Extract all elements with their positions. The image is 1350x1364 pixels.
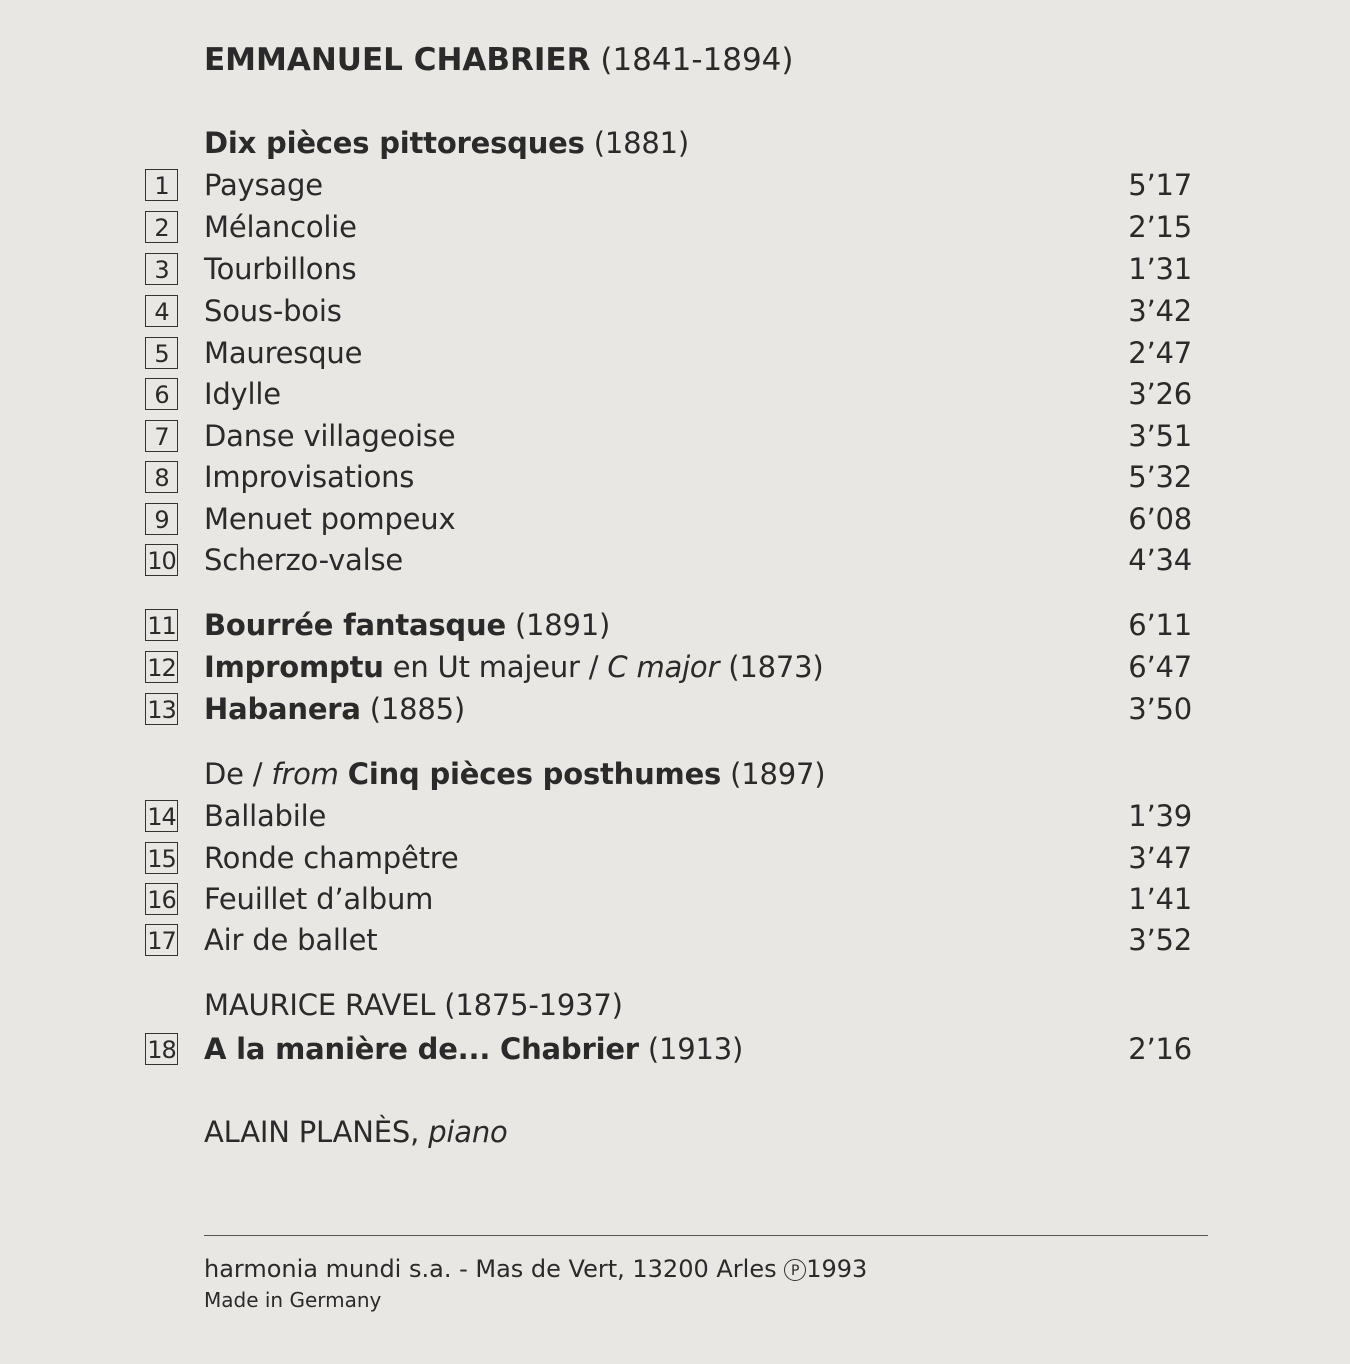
track-duration: 3’26 bbox=[1128, 377, 1192, 411]
track-duration: 1’39 bbox=[1128, 799, 1192, 833]
track-row bbox=[0, 459, 1350, 499]
section-title-dix bbox=[204, 125, 689, 161]
track-number: 4 bbox=[145, 295, 178, 327]
track-title-year: (1885) bbox=[360, 692, 466, 726]
track-row bbox=[0, 881, 1350, 921]
track-duration: 3’52 bbox=[1128, 923, 1192, 957]
track-title: Air de ballet bbox=[204, 923, 378, 957]
track-number: 18 bbox=[145, 1033, 178, 1065]
section-prefix-english: from bbox=[271, 757, 339, 791]
track-number: 16 bbox=[145, 883, 178, 915]
track-number: 3 bbox=[145, 253, 178, 285]
track-row bbox=[0, 209, 1350, 249]
track-title: Scherzo-valse bbox=[204, 543, 404, 577]
track-duration: 2’47 bbox=[1128, 336, 1192, 370]
section-year: (1897) bbox=[730, 757, 826, 791]
track-row bbox=[0, 649, 1350, 689]
track-row bbox=[0, 418, 1350, 458]
track-title-main: Impromptu bbox=[204, 650, 384, 684]
track-title: Mélancolie bbox=[204, 210, 357, 244]
track-number: 2 bbox=[145, 211, 178, 243]
composer-name: EMMANUEL CHABRIER bbox=[204, 42, 591, 78]
section-year: (1881) bbox=[593, 126, 689, 160]
track-row bbox=[0, 607, 1350, 647]
section-title-text: Dix pièces pittoresques bbox=[204, 126, 585, 160]
track-title: Mauresque bbox=[204, 336, 363, 370]
label-address: harmonia mundi s.a. - Mas de Vert, 13200 Arles bbox=[204, 1255, 777, 1283]
track-duration: 1’41 bbox=[1128, 882, 1192, 916]
track-duration: 6’47 bbox=[1128, 650, 1192, 684]
phonogram-p-icon: P bbox=[784, 1259, 806, 1281]
track-number: 5 bbox=[145, 337, 178, 369]
track-number: 14 bbox=[145, 800, 178, 832]
track-duration: 3’42 bbox=[1128, 294, 1192, 328]
track-duration: 3’47 bbox=[1128, 841, 1192, 875]
track-number: 1 bbox=[145, 169, 178, 201]
track-title-year: (1891) bbox=[505, 608, 611, 642]
track-duration: 3’51 bbox=[1128, 419, 1192, 453]
track-title: Tourbillons bbox=[204, 252, 357, 286]
track-title-year: (1913) bbox=[638, 1032, 744, 1066]
made-in: Made in Germany bbox=[204, 1288, 382, 1312]
track-number: 12 bbox=[145, 651, 178, 683]
track-number: 7 bbox=[145, 420, 178, 452]
track-number: 9 bbox=[145, 503, 178, 535]
track-row bbox=[0, 691, 1350, 731]
track-title: Danse villageoise bbox=[204, 419, 456, 453]
track-duration: 6’08 bbox=[1128, 502, 1192, 536]
track-title: Idylle bbox=[204, 377, 281, 411]
track-row bbox=[0, 840, 1350, 880]
track-duration: 4’34 bbox=[1128, 543, 1192, 577]
track-number: 6 bbox=[145, 378, 178, 410]
track-title-key: en Ut majeur / bbox=[383, 650, 608, 684]
section-title-cinq bbox=[204, 756, 825, 792]
track-duration: 5’17 bbox=[1128, 168, 1192, 202]
composer-heading bbox=[204, 40, 794, 80]
track-row bbox=[0, 167, 1350, 207]
track-duration: 2’15 bbox=[1128, 210, 1192, 244]
track-title: Menuet pompeux bbox=[204, 502, 456, 536]
performer-instrument: piano bbox=[428, 1115, 508, 1149]
track-duration: 1’31 bbox=[1128, 252, 1192, 286]
track-duration: 5’32 bbox=[1128, 460, 1192, 494]
section-prefix: De / bbox=[204, 757, 272, 791]
performer-name: ALAIN PLANÈS bbox=[204, 1115, 411, 1149]
track-number: 10 bbox=[145, 544, 178, 576]
track-row bbox=[0, 922, 1350, 962]
track-number: 11 bbox=[145, 609, 178, 641]
track-title-year: (1873) bbox=[719, 650, 824, 684]
track-row bbox=[0, 376, 1350, 416]
track-title-key-english: C major bbox=[607, 650, 720, 684]
track-title bbox=[204, 649, 823, 685]
ravel-composer-heading: MAURICE RAVEL (1875-1937) bbox=[204, 988, 623, 1022]
track-number: 8 bbox=[145, 461, 178, 493]
track-row bbox=[0, 798, 1350, 838]
track-title: Sous-bois bbox=[204, 294, 342, 328]
track-row bbox=[0, 335, 1350, 375]
track-number: 13 bbox=[145, 693, 178, 725]
track-row bbox=[0, 501, 1350, 541]
track-row bbox=[0, 251, 1350, 291]
footer-divider bbox=[204, 1235, 1208, 1236]
composer-dates: (1841-1894) bbox=[600, 42, 794, 78]
track-row bbox=[0, 1031, 1350, 1071]
footer-label-line bbox=[204, 1254, 867, 1284]
track-title bbox=[204, 1031, 743, 1067]
track-title bbox=[204, 607, 610, 643]
track-row bbox=[0, 293, 1350, 333]
track-title: Improvisations bbox=[204, 460, 415, 494]
track-title-main: Bourrée fantasque bbox=[204, 608, 506, 642]
track-title-main: A la manière de... Chabrier bbox=[204, 1032, 639, 1066]
track-title: Ronde champêtre bbox=[204, 841, 459, 875]
performer: ALAIN PLANÈS, piano bbox=[204, 1115, 508, 1149]
track-duration: 6’11 bbox=[1128, 608, 1192, 642]
track-number: 15 bbox=[145, 842, 178, 874]
track-title: Ballabile bbox=[204, 799, 327, 833]
track-title bbox=[204, 691, 465, 727]
section-title-text: Cinq pièces posthumes bbox=[347, 757, 722, 791]
track-title: Feuillet d’album bbox=[204, 882, 434, 916]
copyright-year: 1993 bbox=[806, 1255, 868, 1283]
track-title: Paysage bbox=[204, 168, 323, 202]
track-duration: 3’50 bbox=[1128, 692, 1192, 726]
track-duration: 2’16 bbox=[1128, 1032, 1192, 1066]
track-title-main: Habanera bbox=[204, 692, 361, 726]
track-number: 17 bbox=[145, 924, 178, 956]
track-row bbox=[0, 542, 1350, 582]
